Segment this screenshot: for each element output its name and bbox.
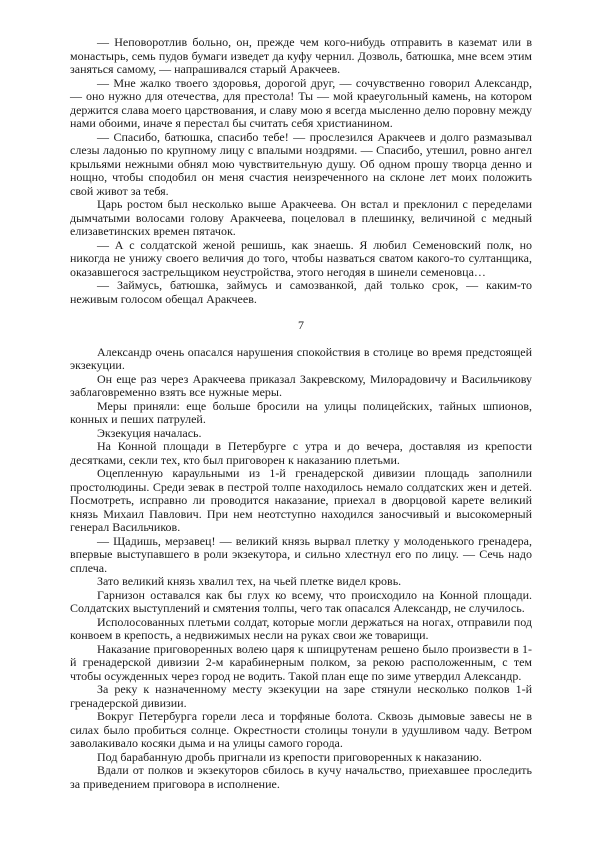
paragraph: Под барабанную дробь пригнали из крепости приговоренных к наказанию. bbox=[97, 749, 482, 764]
paragraph: — Займусь, батюшка, займусь и самозванкой, дай только срок, — каким-то неживым голосом обещал Аракчеев. bbox=[70, 278, 532, 306]
paragraph: Вдали от полков и экзекуторов сбилось в кучу начальство, приехавшее проследить за приведением приговора в исполнение. bbox=[70, 763, 532, 791]
paragraph: Александр очень опасался нарушения спокойствия в столице во время предстоящей экзекуции. bbox=[70, 344, 532, 372]
paragraph: Царь ростом был несколько выше Аракчеева. Он встал и преклонил с переделами дымчатыми волосами голову Аракчеева, поцеловал в плешинку, величиной с медный елизаветинских времен пятачок. bbox=[70, 197, 532, 238]
section-number: 7 bbox=[298, 318, 304, 332]
paragraph: Наказание приговоренных волею царя к шпицрутенам решено было произвести в 1-й гренадерской дивизии 2-м карабинерным полком, за рекою расположенным, с тем чтобы осужденных через город не водить. Такой план еще по зиме утвердил Александр. bbox=[70, 641, 532, 683]
paragraph: Вокруг Петербурга горели леса и торфяные болота. Сквозь дымовые завесы не в силах было пробиться солнце. Окрестности столицы тонули в удушливом чаду. Ветром заволакивало косяки дыма и на улицы самого города. bbox=[70, 709, 532, 750]
paragraph: Гарнизон оставался как бы глух ко всему, что происходило на Конной площади. Солдатских выступлений и смятения толпы, чего так опасался Александр, не случилось. bbox=[70, 587, 532, 615]
paragraph: — Мне жалко твоего здоровья, дорогой друг, — сочувственно говорил Александр, — оно нужно для отечества, для престола! Ты — мой краеугольный камень, на котором держится слава моего царствования, и славу мою я всегда мысленно делю поровну между нами обоими, иначе я перестал бы считать себя христианином. bbox=[70, 75, 532, 130]
paragraph: — А с солдатской женой решишь, как знаешь. Я любил Семеновский полк, но никогда не унижу своего величия до того, чтобы назваться сватом какого-то султанщика, оказавшегося застрельщиком неустройства, этого негодяя в шинели семеновца… bbox=[70, 237, 532, 279]
paragraph: — Щадишь, мерзавец! — великий князь вырвал плетку у молоденького гренадера, впервые выступавшего в роли экзекутора, и сильно хлестнул его по лицу. — Сечь надо сплеча. bbox=[70, 533, 532, 575]
paragraph: Зато великий князь хвалил тех, на чьей плетке видел кровь. bbox=[97, 574, 402, 588]
paragraph: Оцепленную караульными из 1-й гренадерской дивизии площадь заполнили простолюдины. Среди зевак в пестрой толпе находилось немало солдатских жен и детей. Посмотреть, исправно ли проводится наказание, приехал в дворцовой карете великий князь Михаил Павлович. При нем неотступно находился заносчивый и высокомерный генерал Васильчиков. bbox=[70, 466, 532, 534]
paragraph: Он еще раз через Аракчеева приказал Закревскому, Милорадовичу и Васильчикову заблаговременно взять все нужные меры. bbox=[70, 371, 532, 399]
paragraph: Меры приняли: еще больше бросили на улицы полицейских, тайных шпионов, конных и пеших патрулей. bbox=[70, 398, 532, 426]
paragraph: Экзекуция началась. bbox=[97, 425, 202, 440]
paragraph: — Неповоротлив больно, он, прежде чем кого-нибудь отправить в каземат или в монастырь, семь пудов бумаги изведет да куфу чернил. Дозволь, батюшка, мне всем этим заняться самому, — напрашивался старый Аракчеев. bbox=[70, 35, 532, 76]
paragraph: — Спасибо, батюшка, спасибо тебе! — прослезился Аракчеев и долго размазывал слезы ладонью по крупному лицу с впалыми ноздрями. — Спасибо, утешил, ровно ангел крыльями нежными обнял мою чувствительную душу. Об одном прошу творца денно и нощно, чтобы сподобил он меня счастия неизреченного на склоне лет моих положить свой живот за тебя. bbox=[70, 129, 532, 198]
paragraph: За реку к назначенному месту экзекуции на заре стянули несколько полков 1-й гренадерской дивизии. bbox=[70, 682, 532, 710]
paragraph: На Конной площади в Петербурге с утра и до вечера, доставляя из крепости десятками, секли тех, кто был приговорен к наказанию плетьми. bbox=[70, 439, 532, 467]
paragraph: Исполосованных плетьми солдат, которые могли держаться на ногах, отправили под конвоем в крепость, а недвижимых несли на руках свои же товарищи. bbox=[70, 614, 532, 642]
